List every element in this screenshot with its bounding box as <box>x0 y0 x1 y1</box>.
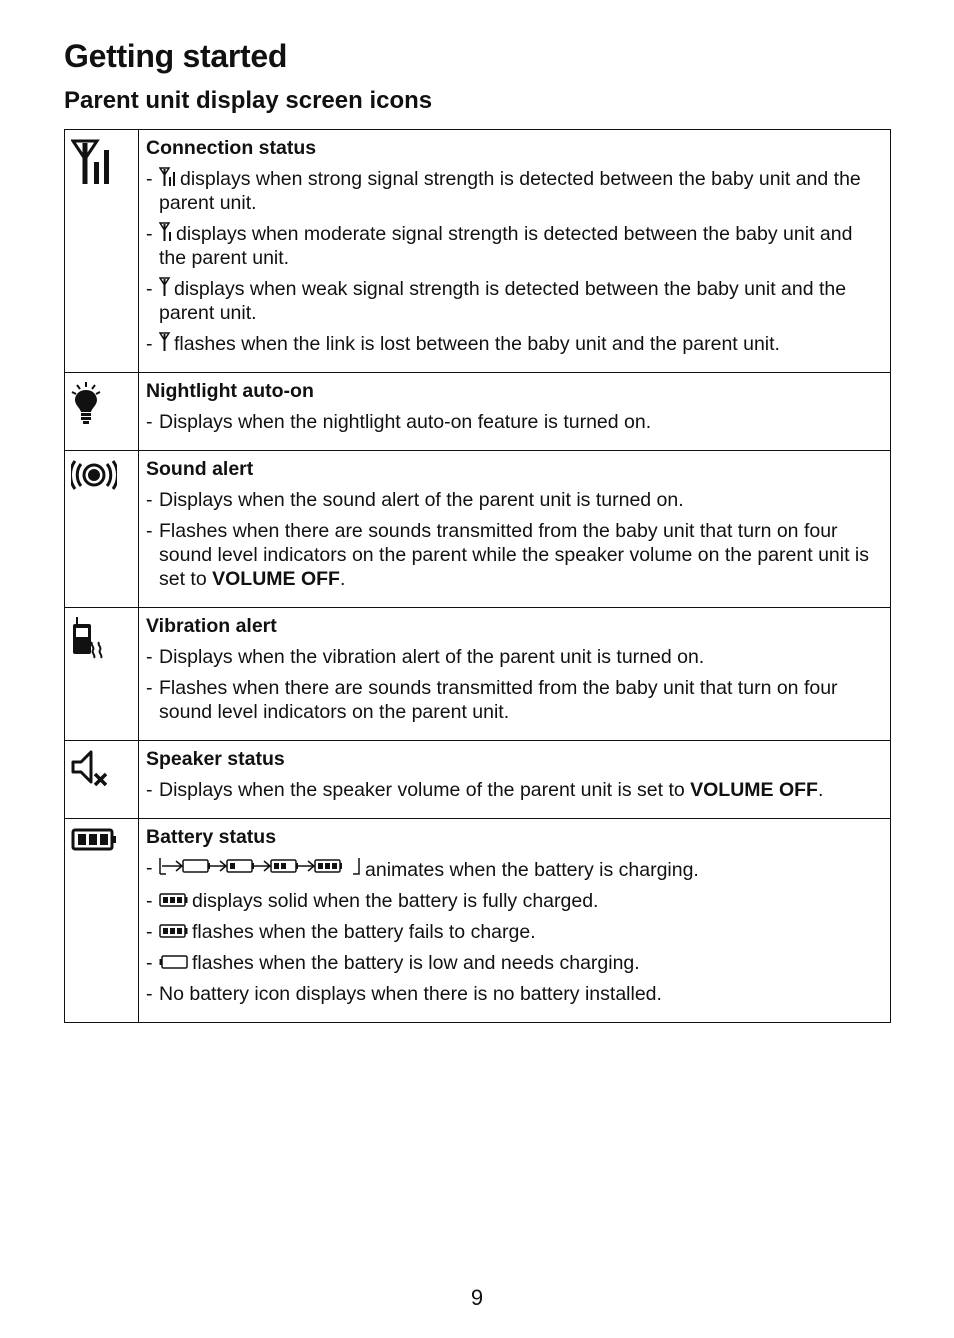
bullet-dash: - <box>146 489 153 511</box>
list-item <box>146 167 882 215</box>
signal-strong-icon <box>159 167 177 187</box>
item-text: Displays when the nightlight auto-on feature is turned on. <box>159 411 652 433</box>
item-text: animates when the battery is charging. <box>365 859 699 881</box>
description-cell <box>139 373 891 451</box>
section-title: Sound alert <box>146 458 254 480</box>
table-row <box>65 608 891 741</box>
bullet-dash: - <box>146 857 153 879</box>
bullet-dash: - <box>146 779 153 801</box>
icon-cell <box>65 741 139 819</box>
signal-weak-icon <box>159 277 171 297</box>
item-text: flashes when the link is lost between the baby unit and the parent unit. <box>174 333 780 355</box>
list-item <box>146 519 882 591</box>
battery-full-icon <box>159 891 189 909</box>
table-row <box>65 451 891 608</box>
section-title: Vibration alert <box>146 615 277 637</box>
bullet-dash: - <box>146 952 153 974</box>
bullet-dash: - <box>146 278 153 300</box>
list-item <box>146 645 882 669</box>
icon-cell <box>65 608 139 741</box>
table-row <box>65 130 891 373</box>
table-row <box>65 819 891 1023</box>
item-text: displays when strong signal strength is detected between the baby unit and the parent unit. <box>159 168 861 214</box>
sound-alert-icon <box>71 478 117 495</box>
icon-cell <box>65 451 139 608</box>
list-item <box>146 488 882 512</box>
nightlight-bulb-icon <box>71 412 101 429</box>
section-title: Nightlight auto-on <box>146 380 314 402</box>
list-item <box>146 676 882 724</box>
list-item <box>146 277 882 325</box>
battery-empty-icon <box>159 953 189 971</box>
list-item <box>146 222 882 270</box>
section-title: Battery status <box>146 826 277 848</box>
item-text-end: . <box>817 779 824 801</box>
item-text: flashes when the battery fails to charge. <box>192 921 536 943</box>
item-text: Displays when the speaker volume of the parent unit is set to <box>159 779 691 801</box>
item-text: displays when weak signal strength is detected between the baby unit and the parent unit. <box>159 278 847 324</box>
vibration-alert-icon <box>71 647 105 664</box>
bullet-dash: - <box>146 520 153 542</box>
bullet-dash: - <box>146 677 153 699</box>
battery-icon <box>71 840 117 857</box>
bullet-dash: - <box>146 168 153 190</box>
description-cell <box>139 819 891 1023</box>
volume-off-label: VOLUME OFF <box>690 779 818 801</box>
description-cell <box>139 130 891 373</box>
item-text: Displays when the vibration alert of the parent unit is turned on. <box>159 646 705 668</box>
signal-moderate-icon <box>159 222 173 242</box>
battery-charging-animation-icon <box>159 856 362 878</box>
item-text-end: . <box>339 568 346 590</box>
description-cell <box>139 608 891 741</box>
item-text: flashes when the battery is low and needs charging. <box>192 952 640 974</box>
list-item <box>146 951 882 975</box>
list-item <box>146 889 882 913</box>
bullet-dash: - <box>146 921 153 943</box>
section-title: Speaker status <box>146 748 285 770</box>
bullet-dash: - <box>146 890 153 912</box>
list-item <box>146 778 882 802</box>
list-item <box>146 410 882 434</box>
icon-cell <box>65 373 139 451</box>
list-item <box>146 982 882 1006</box>
list-item <box>146 856 882 882</box>
section-heading: Parent unit display screen icons <box>64 87 433 114</box>
signal-lost-icon <box>159 332 171 352</box>
volume-off-label: VOLUME OFF <box>212 568 340 590</box>
page-number: 9 <box>470 1285 484 1310</box>
table-row <box>65 373 891 451</box>
item-text: Displays when the sound alert of the parent unit is turned on. <box>159 489 684 511</box>
bullet-dash: - <box>146 411 153 433</box>
section-title: Connection status <box>146 137 317 159</box>
description-cell <box>139 741 891 819</box>
item-text: displays solid when the battery is fully charged. <box>192 890 599 912</box>
signal-strength-icon <box>71 175 113 192</box>
list-item <box>146 332 882 356</box>
page-title: Getting started <box>64 38 288 74</box>
icon-cell <box>65 130 139 373</box>
bullet-dash: - <box>146 646 153 668</box>
table-row <box>65 741 891 819</box>
icon-cell <box>65 819 139 1023</box>
item-text: Flashes when there are sounds transmitted from the baby unit that turn on four sound level indicators on the parent unit. <box>159 677 838 723</box>
item-text: Flashes when there are sounds transmitted from the baby unit that turn on four sound level indicators on the parent while the speaker volume on the parent unit is set to <box>159 520 870 590</box>
bullet-dash: - <box>146 333 153 355</box>
list-item <box>146 920 882 944</box>
item-text: No battery icon displays when there is no battery installed. <box>159 983 662 1005</box>
description-cell <box>139 451 891 608</box>
bullet-dash: - <box>146 983 153 1005</box>
icons-table <box>64 129 891 1023</box>
speaker-muted-icon <box>71 776 111 793</box>
item-text: displays when moderate signal strength is detected between the baby unit and the parent unit. <box>159 223 853 269</box>
battery-full-icon <box>159 922 189 940</box>
bullet-dash: - <box>146 223 153 245</box>
